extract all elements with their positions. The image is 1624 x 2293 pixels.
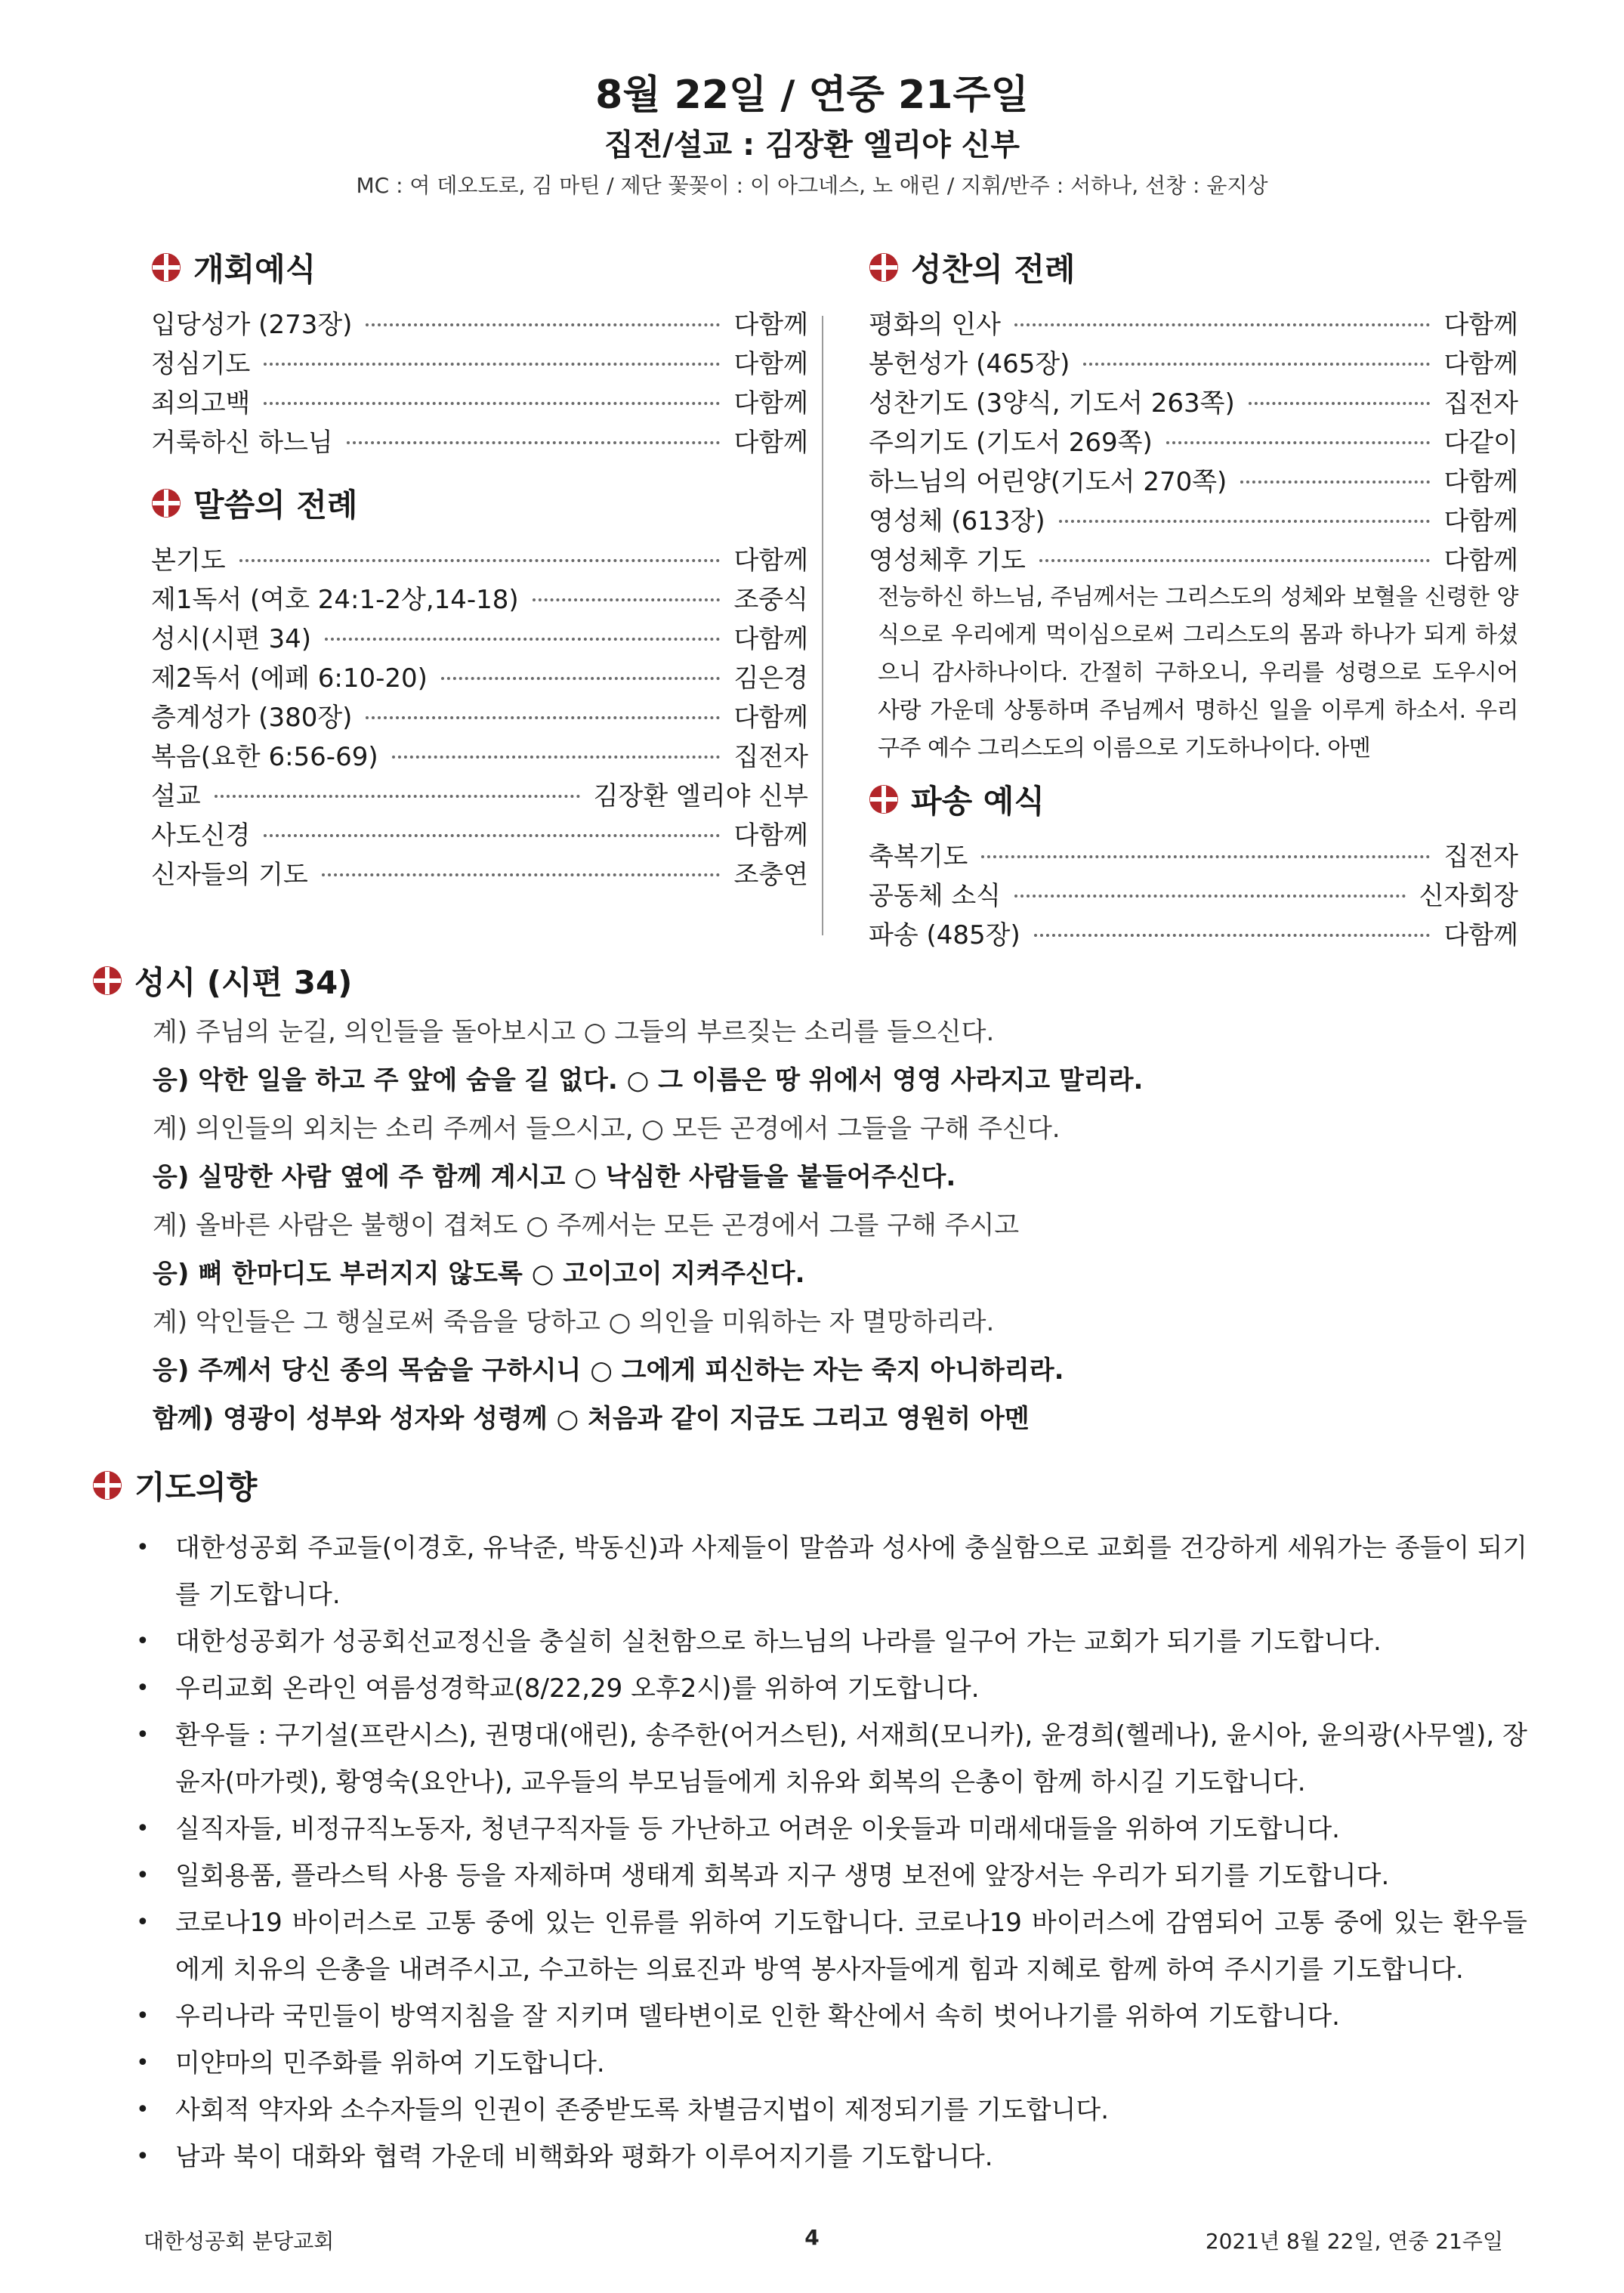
- dot-leader: [533, 598, 721, 601]
- order-item: [151, 381, 808, 420]
- order-item-person: 다함께: [733, 820, 808, 851]
- dot-leader: [1083, 363, 1430, 366]
- order-item-person: 집전자: [733, 741, 808, 772]
- order-item-name: 파송 (485장): [869, 919, 1020, 950]
- dot-leader: [1039, 559, 1431, 562]
- order-item: [869, 834, 1518, 873]
- order-item: [151, 577, 808, 617]
- order-item: [869, 459, 1518, 499]
- order-item: [151, 420, 808, 459]
- cross-circle-icon: [869, 784, 899, 814]
- order-item-name: 축복기도: [869, 841, 968, 872]
- ministers-line: MC : 여 데오도로, 김 마틴 / 제단 꽃꽂이 : 이 아그네스, 노 애린 / 지휘/반주 : 서하나, 선창 : 윤지상: [356, 173, 1268, 198]
- intention-item: • 실직자들, 비정규직노동자, 청년구직자들 등 가난하고 어려운 이웃들과 미래세대들을 위하여 기도합니다.: [136, 1806, 1527, 1853]
- order-item-person: 다함께: [733, 702, 808, 733]
- dot-leader: [981, 855, 1430, 858]
- order-item-person: 다함께: [1443, 348, 1518, 379]
- post-communion-prayer: 전능하신 하느님, 주님께서는 그리스도의 성체와 보혈을 신령한 양식으로 우리에게 먹이심으로써 그리스도의 몸과 하나가 되게 하셨으니 감사하나이다. 간절히 구하오니, 우리를 성령으로 도우시어 사랑 가운데 상통하며 주님께서 명하신 일을 이루게 하소서. 우리 구주 예수 그리스도의 이름으로 기도하나이다. 아멘: [878, 584, 1518, 762]
- order-item: [869, 538, 1518, 577]
- order-item: [151, 774, 808, 813]
- dot-leader: [1059, 520, 1431, 523]
- order-item-person: 집전자: [1443, 841, 1518, 872]
- cross-circle-icon: [151, 488, 181, 518]
- order-item-name: 제2독서 (에페 6:10-20): [151, 663, 428, 694]
- dot-leader: [264, 834, 720, 837]
- column-divider: [822, 316, 823, 935]
- order-item-person: 다함께: [1443, 309, 1518, 340]
- order-item-person: 다함께: [733, 348, 808, 379]
- order-list: [151, 538, 808, 892]
- order-item: [869, 341, 1518, 381]
- order-item-name: 공동체 소식: [869, 880, 1002, 911]
- page-header: [0, 70, 1624, 201]
- order-item-person: 김은경: [733, 663, 808, 694]
- order-item-name: 제1독서 (여호 24:1-2상,14-18): [151, 584, 519, 615]
- page-title: 8월 22일 / 연중 21주일: [595, 73, 1029, 118]
- dot-leader: [325, 638, 720, 641]
- intention-item: • 미얀마의 민주화를 위하여 기도합니다.: [136, 2040, 1527, 2087]
- psalm-lines: [92, 1008, 1527, 1443]
- dot-leader: [1249, 402, 1431, 405]
- dot-leader: [366, 716, 720, 719]
- psalm-line-leader: 계) 올바른 사람은 불행이 겹쳐도 ○ 주께서는 모든 곤경에서 그를 구해 주시고: [153, 1210, 1020, 1241]
- order-item-name: 신자들의 기도: [151, 859, 308, 890]
- order-item: [151, 617, 808, 656]
- order-item-name: 입당성가 (273장): [151, 309, 353, 340]
- section-heading: [869, 240, 1518, 295]
- order-item: [869, 913, 1518, 952]
- order-item-name: 주의기도 (기도서 269쪽): [869, 427, 1153, 458]
- order-item-person: 다함께: [733, 388, 808, 419]
- order-item-person: 다함께: [1443, 919, 1518, 950]
- order-item: [151, 695, 808, 734]
- order-item-name: 거룩하신 하느님: [151, 427, 333, 458]
- order-item-person: 조충연: [733, 859, 808, 890]
- order-item-name: 층계성가 (380장): [151, 702, 353, 733]
- cross-circle-icon: [151, 252, 181, 283]
- dot-leader: [441, 677, 721, 680]
- cross-circle-icon: [869, 252, 899, 283]
- psalm-section: [92, 953, 1527, 1443]
- order-item: [151, 302, 808, 341]
- section-title: 개회예식: [193, 251, 316, 288]
- order-list: [869, 834, 1518, 952]
- order-list: [151, 302, 808, 459]
- section-title: 성찬의 전례: [911, 251, 1076, 288]
- order-item-name: 성찬기도 (3양식, 기도서 263쪽): [869, 388, 1235, 419]
- footer-date: 2021년 8월 22일, 연중 21주일: [1205, 2229, 1503, 2254]
- order-item-person: 집전자: [1443, 388, 1518, 419]
- order-item-person: 다함께: [733, 427, 808, 458]
- dot-leader: [322, 873, 721, 876]
- section-heading: [151, 476, 808, 530]
- order-item-person: 조중식: [733, 584, 808, 615]
- dot-leader: [1034, 934, 1431, 937]
- order-item: [869, 873, 1518, 913]
- order-item: [869, 420, 1518, 459]
- order-item-name: 영성체후 기도: [869, 545, 1026, 576]
- order-item: [869, 381, 1518, 420]
- cross-circle-icon: [92, 1470, 122, 1500]
- order-item-person: 다함께: [1443, 505, 1518, 536]
- psalm-line-response: 응) 실망한 사람 옆에 주 함께 계시고 ○ 낙심한 사람들을 붙들어주신다.: [153, 1162, 956, 1192]
- order-item-name: 하느님의 어린양(기도서 270쪽): [869, 466, 1227, 497]
- order-item: [151, 656, 808, 695]
- psalm-line-response: 응) 악한 일을 하고 주 앞에 숨을 길 없다. ○ 그 이름은 땅 위에서 영영 사라지고 말리라.: [153, 1065, 1144, 1096]
- celebrant-line: 집전/설교 : 김장환 엘리야 신부: [604, 128, 1020, 162]
- order-item-name: 사도신경: [151, 820, 251, 851]
- order-item-person: 다같이: [1443, 427, 1518, 458]
- left-column: [151, 240, 808, 892]
- order-item: [151, 734, 808, 774]
- dot-leader: [264, 402, 720, 405]
- intentions-list: [92, 1525, 1527, 2180]
- order-item-name: 죄의고백: [151, 388, 251, 419]
- prayer-intentions-section: [92, 1458, 1527, 2180]
- section-title: 말씀의 전례: [193, 487, 358, 524]
- order-item-name: 영성체 (613장): [869, 505, 1045, 536]
- psalm-line-gloria: 함께) 영광이 성부와 성자와 성령께 ○ 처음과 같이 지금도 그리고 영원히 아멘: [153, 1404, 1030, 1434]
- order-item-name: 봉헌성가 (465장): [869, 348, 1070, 379]
- order-item-person: 김장환 엘리야 신부: [593, 780, 808, 811]
- psalm-line-response: 응) 주께서 당신 종의 목숨을 구하시니 ○ 그에게 피신하는 자는 죽지 아니하리라.: [153, 1355, 1064, 1386]
- psalm-line-leader: 계) 의인들의 외치는 소리 주께서 들으시고, ○ 모든 곤경에서 그들을 구해 주신다.: [153, 1114, 1061, 1144]
- order-item-name: 성시(시편 34): [151, 623, 311, 654]
- section-heading: [92, 953, 1527, 1008]
- section-title: 파송 예식: [911, 783, 1045, 820]
- order-item-person: 다함께: [733, 309, 808, 340]
- right-column: [869, 240, 1518, 952]
- psalm-line-leader: 계) 주님의 눈길, 의인들을 돌아보시고 ○ 그들의 부르짖는 소리를 들으신다.: [153, 1017, 995, 1047]
- intention-item: • 대한성공회가 성공회선교정신을 충실히 실천함으로 하느님의 나라를 일구어 가는 교회가 되기를 기도합니다.: [136, 1618, 1527, 1665]
- section-heading: [869, 772, 1518, 827]
- order-item-name: 복음(요한 6:56-69): [151, 741, 378, 772]
- section-title: 성시 (시편 34): [134, 964, 353, 1001]
- order-item-name: 평화의 인사: [869, 309, 1002, 340]
- order-item: [151, 852, 808, 892]
- dot-leader: [392, 756, 721, 759]
- cross-circle-icon: [92, 966, 122, 996]
- order-item-person: 신자회장: [1419, 880, 1518, 911]
- dot-leader: [1166, 441, 1431, 444]
- order-item-person: 다함께: [733, 545, 808, 576]
- intention-item: • 대한성공회 주교들(이경호, 유낙준, 박동신)과 사제들이 말씀과 성사에 충실함으로 교회를 건강하게 세워가는 종들이 되기를 기도합니다.: [136, 1525, 1527, 1618]
- intention-item: • 사회적 약자와 소수자들의 인권이 존중받도록 차별금지법이 제정되기를 기도합니다.: [136, 2087, 1527, 2134]
- dot-leader: [1014, 895, 1406, 898]
- order-item-name: 정심기도: [151, 348, 251, 379]
- dot-leader: [215, 795, 580, 798]
- order-item: [151, 538, 808, 577]
- order-item: [151, 813, 808, 852]
- intention-item: • 우리교회 온라인 여름성경학교(8/22,29 오후2시)를 위하여 기도합니다.: [136, 1665, 1527, 1712]
- page-number: 4: [804, 2225, 820, 2250]
- order-item: [151, 341, 808, 381]
- order-item-name: 본기도: [151, 545, 226, 576]
- intention-item: • 일회용품, 플라스틱 사용 등을 자제하며 생태계 회복과 지구 생명 보전에 앞장서는 우리가 되기를 기도합니다.: [136, 1853, 1527, 1899]
- section-heading: [92, 1458, 1527, 1513]
- order-item-person: 다함께: [733, 623, 808, 654]
- order-item: [869, 499, 1518, 538]
- church-name: 대한성공회 분당교회: [144, 2229, 335, 2254]
- section-heading: [151, 240, 808, 295]
- dot-leader: [366, 323, 720, 326]
- dot-leader: [264, 363, 720, 366]
- intention-item: • 코로나19 바이러스로 고통 중에 있는 인류를 위하여 기도합니다. 코로나19 바이러스에 감염되어 고통 중에 있는 환우들에게 치유의 은총을 내려주시고, 수고하는 의료진과 방역 봉사자들에게 힘과 지혜로 함께 하여 주시기를 기도합니다.: [136, 1899, 1527, 1993]
- dot-leader: [1240, 481, 1430, 484]
- order-list: [869, 302, 1518, 577]
- intention-item: • 남과 북이 대화와 협력 가운데 비핵화와 평화가 이루어지기를 기도합니다.: [136, 2134, 1527, 2180]
- intention-item: • 우리나라 국민들이 방역지침을 잘 지키며 델타변이로 인한 확산에서 속히 벗어나기를 위하여 기도합니다.: [136, 1993, 1527, 2040]
- section-title: 기도의향: [134, 1469, 258, 1506]
- dot-leader: [239, 559, 721, 562]
- order-item-name: 설교: [151, 780, 201, 811]
- psalm-line-response: 응) 뼈 한마디도 부러지지 않도록 ○ 고이고이 지켜주신다.: [153, 1259, 805, 1289]
- psalm-line-leader: 계) 악인들은 그 행실로써 죽음을 당하고 ○ 의인을 미워하는 자 멸망하리라.: [153, 1307, 995, 1337]
- dot-leader: [1014, 323, 1430, 326]
- order-item: [869, 302, 1518, 341]
- dot-leader: [347, 441, 721, 444]
- order-item-person: 다함께: [1443, 466, 1518, 497]
- intention-item: • 환우들 : 구기설(프란시스), 권명대(애린), 송주한(어거스틴), 서재희(모니카), 윤경희(헬레나), 윤시아, 윤의광(사무엘), 장윤자(마가렛), 황영숙(요안나), 교우들의 부모님들에게 치유와 회복의 은총이 함께 하시길 기도합니다.: [136, 1712, 1527, 1806]
- order-item-person: 다함께: [1443, 545, 1518, 576]
